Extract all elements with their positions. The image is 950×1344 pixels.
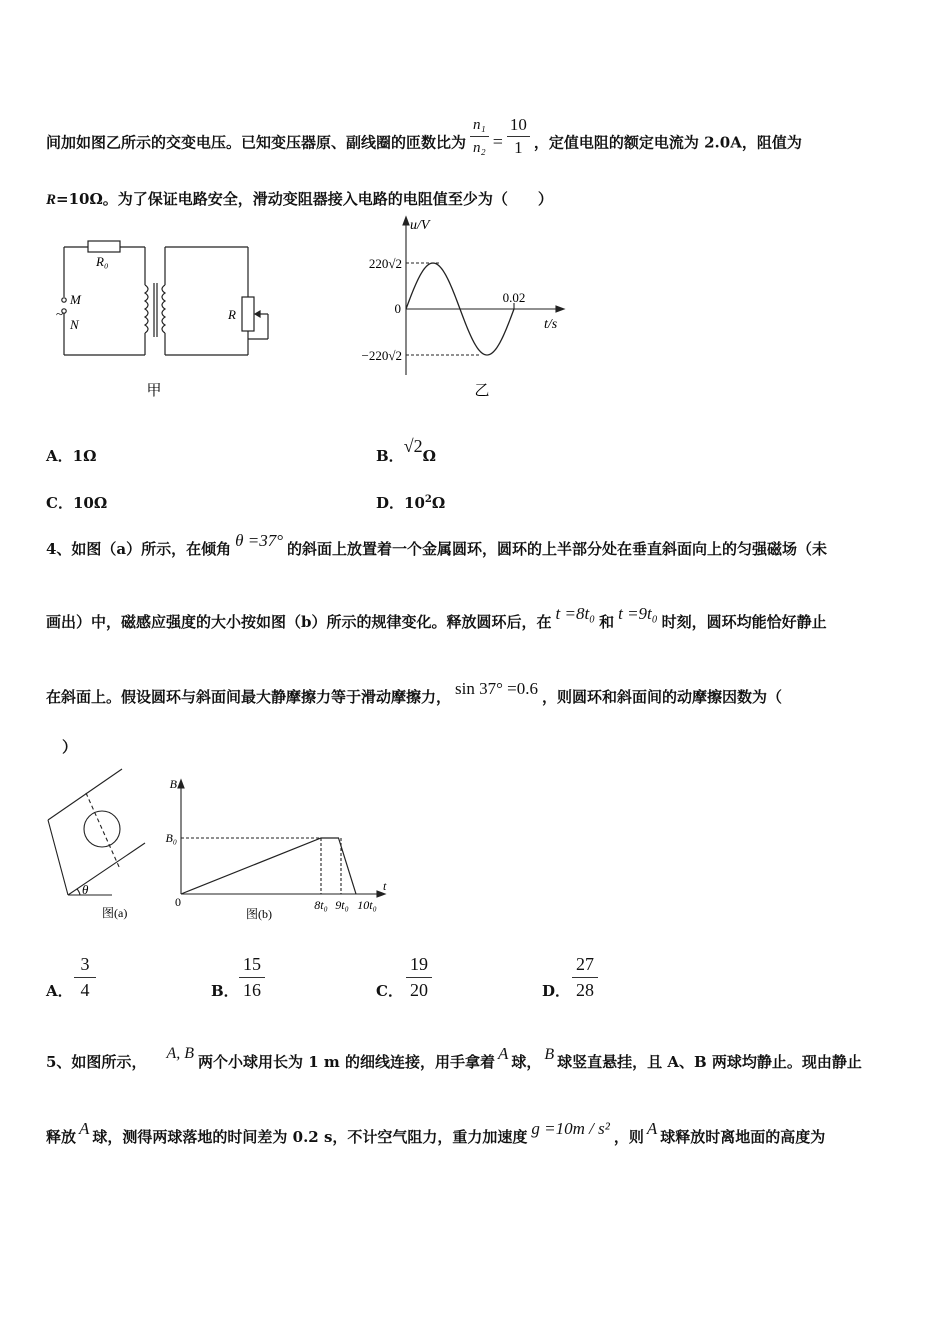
tick-ymax: 220√2 [368,256,402,271]
q3-option-c[interactable]: C．10Ω [46,494,108,512]
label-M: M [70,292,81,307]
label-tilde: ~ [56,306,64,321]
label-R: R [228,307,236,322]
q4-line-3: 在斜面上。假设圆环与斜面间最大静摩擦力等于滑动摩擦力， sin 37° =0.6 ，则圆环和斜面间的动摩擦因数为（ [46,679,783,706]
q3-turns-ratio-symbol: $\frac{\text{n₁}}{\text{n₂}}$ [470,114,489,159]
tick-8t0: 8t₀ [314,898,328,912]
q3-option-b[interactable]: B．√2Ω [376,436,436,465]
q5-line-2: 释放 A 球，测得两球落地的时间差为 0.2 s，不计空气阻力，重力加速度 g =10m / s² ，则 A 球释放时离地面的高度为 [46,1119,826,1146]
q3-line-2: R=10Ω。为了保证电路安全，滑动变阻器接入电路的电阻值至少为（ ） [46,190,553,208]
tick-x: 0.02 [502,290,526,305]
label-N: N [70,317,79,332]
origin-b: 0 [175,895,181,909]
q4-option-d-frac[interactable]: $\frac{27}{28}$ [572,954,598,1001]
label-R0: R₀ [96,254,109,269]
b-t-curve [181,838,356,894]
caption-b: 图(b) [246,907,272,921]
theta-label: θ [82,882,89,897]
q4-line-4: ） [62,738,78,756]
q3-text-1b: ，定值电阻的额定电流为 2.0A，阻值为 [533,133,802,152]
tick-origin: 0 [394,301,401,316]
axis-t-b: t [383,879,387,893]
figure-jia-circuit [50,225,290,405]
caption-yi: 乙 [474,383,490,399]
q4-option-a-label[interactable]: A． [46,982,73,1000]
q4-option-d-label[interactable]: D． [542,982,571,1000]
theta-expr: θ =37° [235,531,284,550]
q4-option-b-frac[interactable]: $\frac{15}{16}$ [239,954,265,1001]
figure-b-graph [155,772,395,922]
q4-option-c-label[interactable]: C． [376,982,403,1000]
q4-option-a-frac[interactable]: $\frac{3}{4}$ [74,954,96,1001]
axis-t: t/s [544,317,558,332]
q3-option-a[interactable]: A．1Ω [46,447,97,465]
tick-B0: B₀ [165,831,177,845]
q4-line-2: 画出）中，磁感应强度的大小按如图（b）所示的规律变化。释放圆环后，在 t =8t₀ 和 t =9t₀ 时刻，圆环均能恰好静止 [46,604,827,631]
caption-jia: 甲 [146,383,162,399]
q4-option-c-frac[interactable]: $\frac{19}{20}$ [406,954,432,1001]
q3-line-1: 间加如图乙所示的交变电压。已知变压器原、副线圈的匝数比为 $\frac{\text{n₁}}{\text{n₂}}$ = $\frac{10}{1}$ ，定值电阻的额定电流为 2.0A，阻值为 [46,115,802,157]
q3-turns-ratio-value: $\frac{10}{1}$ [507,114,530,159]
q3-text-1a: 间加如图乙所示的交变电压。已知变压器原、副线圈的匝数比为 [46,133,467,152]
tick-9t0: 9t₀ [335,898,349,912]
axis-B: B [169,777,177,791]
figure-yi-voltage [340,215,580,405]
tick-ymin: −220√2 [361,348,402,363]
q5-line-1: 5、如图所示， A, B 两个小球用长为 1 m 的细线连接，用手拿着 A 球， B 球竖直悬挂，且 A、B 两球均静止。现由静止 [46,1044,862,1071]
q4-option-b-label[interactable]: B． [211,982,239,1000]
q3-option-d[interactable]: D．$10^2\Omega$ [376,494,446,512]
q4-line-1: 4、如图（a）所示，在倾角 θ =37° 的斜面上放置着一个金属圆环，圆环的上半部分处在垂直斜面向上的匀强磁场（未 [46,531,828,558]
caption-a: 图(a) [102,906,128,920]
tick-10t0: 10t₀ [357,898,377,912]
axis-u: u/V [410,218,430,233]
